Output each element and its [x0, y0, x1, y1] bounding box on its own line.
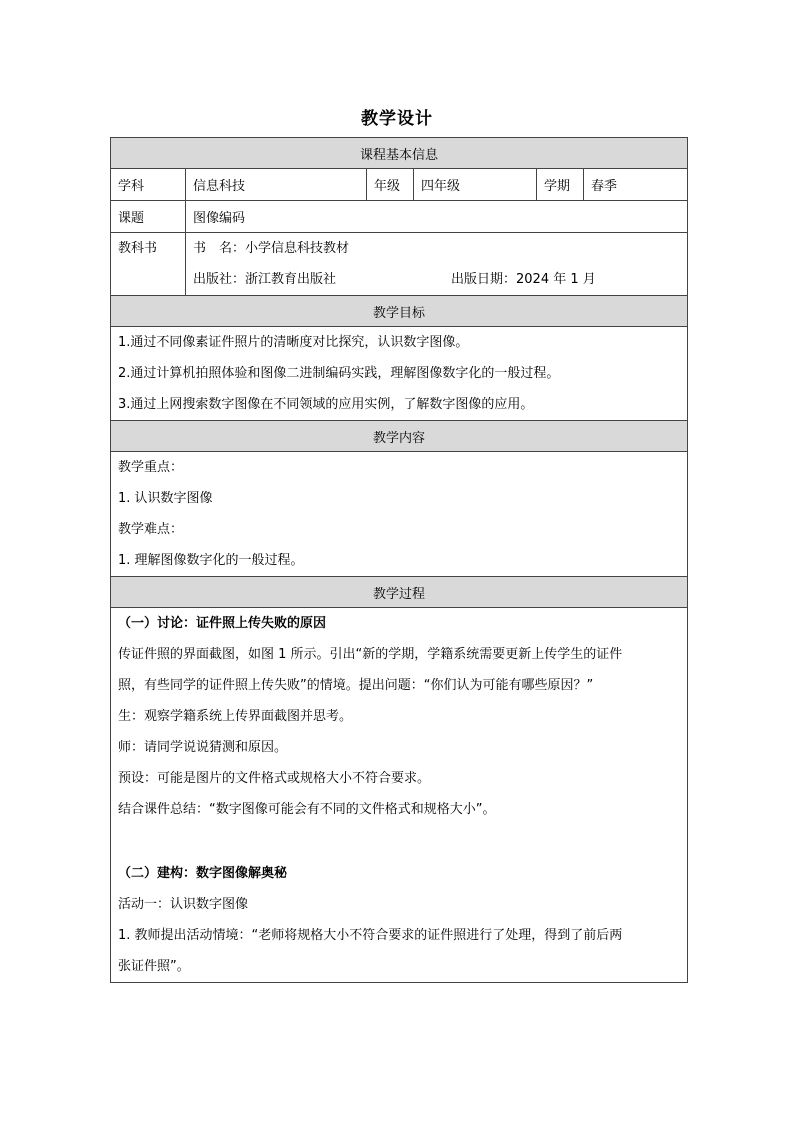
difficult-points-label: 教学难点： — [118, 522, 184, 537]
key-point-item: 1. 认识数字图像 — [118, 491, 213, 506]
section-header-process — [111, 577, 688, 608]
topic-row — [111, 201, 688, 233]
publish-date: 出版日期：2024 年 1 月 — [451, 272, 596, 287]
section-title-content: 教学内容 — [111, 421, 688, 452]
textbook-label-cell — [111, 233, 186, 296]
topic-value: 图像编码 — [186, 201, 688, 233]
grade-value: 四年级 — [414, 169, 537, 201]
summary: 结合课件总结：“数字图像可能会有不同的文件格式和规格大小”。 — [118, 802, 496, 817]
part1-heading: （一）讨论：证件照上传失败的原因 — [118, 616, 327, 631]
section-title-objectives: 教学目标 — [111, 296, 688, 327]
blank-spacer — [118, 825, 680, 858]
objective-item: 1.通过不同像素证件照片的清晰度对比探究，认识数字图像。 — [118, 335, 469, 350]
section-header-objectives — [111, 296, 688, 327]
difficult-point-item: 1. 理解图像数字化的一般过程。 — [118, 553, 304, 568]
paragraph-line: 张证件照”。 — [118, 959, 190, 974]
book-name: 书 名：小学信息科技教材 — [193, 241, 350, 256]
textbook-row — [111, 233, 688, 296]
section-header-content — [111, 421, 688, 452]
grade-label: 年级 — [367, 169, 414, 201]
process-row — [111, 608, 688, 983]
preset-answer: 预设：可能是图片的文件格式或规格大小不符合要求。 — [118, 771, 431, 786]
topic-label: 课题 — [111, 201, 186, 233]
term-label: 学期 — [537, 169, 584, 201]
publisher-line — [193, 264, 680, 295]
content-cell — [111, 452, 688, 577]
process-cell — [111, 608, 688, 983]
objectives-row — [111, 327, 688, 421]
subject-label: 学科 — [111, 169, 186, 201]
section-title-basic-info: 课程基本信息 — [111, 138, 688, 169]
paragraph-line: 1. 教师提出活动情境：“老师将规格大小不符合要求的证件照进行了处理，得到了前后两 — [118, 928, 623, 943]
key-points-label: 教学重点： — [118, 460, 184, 475]
part2-heading: （二）建构：数字图像解奥秘 — [118, 866, 288, 881]
teacher-activity: 师：请同学说说猜测和原因。 — [118, 740, 288, 755]
objective-item: 2.通过计算机拍照体验和图像二进制编码实践，理解图像数字化的一般过程。 — [118, 366, 560, 381]
paragraph-line: 照，有些同学的证件照上传失败”的情境。提出问题：“你们认为可能有哪些原因？” — [118, 678, 594, 693]
section-header-basic-info — [111, 138, 688, 169]
objectives-cell — [111, 327, 688, 421]
term-value: 春季 — [584, 169, 688, 201]
publisher: 出版社：浙江教育出版社 — [193, 272, 337, 287]
document-title: 教学设计 — [361, 109, 433, 129]
subject-value: 信息科技 — [186, 169, 367, 201]
lesson-plan-table — [110, 137, 688, 983]
info-row — [111, 169, 688, 201]
textbook-details — [186, 233, 688, 296]
section-title-process: 教学过程 — [111, 577, 688, 608]
textbook-label: 教科书 — [118, 241, 158, 256]
activity-title: 活动一：认识数字图像 — [118, 897, 249, 912]
objective-item: 3.通过上网搜索数字图像在不同领域的应用实例，了解数字图像的应用。 — [118, 397, 534, 412]
student-activity: 生：观察学籍系统上传界面截图并思考。 — [118, 709, 353, 724]
content-row — [111, 452, 688, 577]
paragraph-line: 传证件照的界面截图，如图 1 所示。引出“新的学期，学籍系统需要更新上传学生的证件 — [118, 647, 623, 662]
